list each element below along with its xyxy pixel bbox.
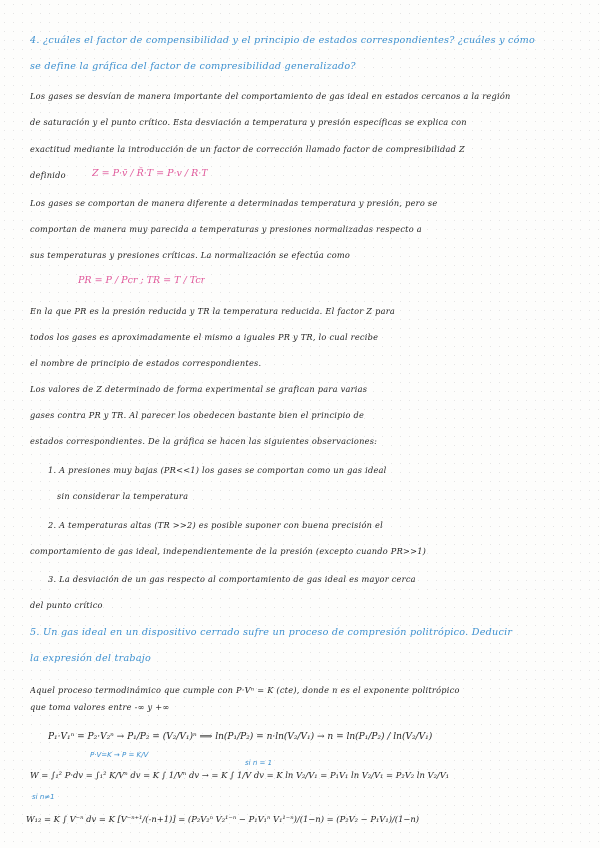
observation-3-line-1: 3. La desviación de un gas respecto al comportamiento de gas ideal es mayor cerca <box>48 574 416 584</box>
paragraph-5-line-1: Aquel proceso termodinámico que cumple con P·Vⁿ = K (cte), donde n es el exponente politrópico <box>30 685 460 695</box>
observation-1-line-2: sin considerar la temperatura <box>57 491 189 501</box>
equation-w12: W₁₂ = K ∫ V⁻ⁿ dv = K [V⁻ⁿ⁺¹/(-n+1)] = (P₂V₂ⁿ V₂¹⁻ⁿ − P₁V₁ⁿ V₁¹⁻ⁿ)/(1−n) = (P₂V₂ − P₁V₁)/(1−n) <box>26 814 420 824</box>
paragraph-1-line-1: Los gases se desvían de manera importante del comportamiento de gas ideal en estados cercanos a la región <box>30 91 511 101</box>
paragraph-3-line-1: En la que PR es la presión reducida y TR la temperatura reducida. El factor Z para <box>30 306 396 316</box>
equation-z: Z = P·v̄ / R̄·T = P·v / R·T <box>92 168 208 179</box>
annotation-pvk: P·V=K → P = K/V <box>90 751 149 759</box>
question-5-line-2: la expresión del trabajo <box>30 653 152 664</box>
question-4-line-1: 4. ¿cuáles el factor de compensibilidad y el principio de estados correspondientes? ¿cuáles y cómo <box>30 35 536 46</box>
observation-3-line-2: del punto crítico <box>30 600 103 610</box>
paragraph-4-line-3: estados correspondientes. De la gráfica se hacen las siguientes observaciones: <box>30 436 378 446</box>
observation-2-line-1: 2. A temperaturas altas (TR >>2) es posible suponer con buena precisión el <box>48 520 384 530</box>
paragraph-2-line-2: comportan de manera muy parecida a temperaturas y presiones normalizadas respecto a <box>30 224 422 234</box>
question-5-line-1: 5. Un gas ideal en un dispositivo cerrado sufre un proceso de compresión politrópico. Deducir <box>30 627 513 638</box>
question-4-line-2: se define la gráfica del factor de compresibilidad generalizado? <box>30 61 356 72</box>
annotation-n-equals-1: si n = 1 <box>245 759 273 767</box>
paragraph-2-line-1: Los gases se comportan de manera diferente a determinadas temperatura y presión, pero se <box>30 198 438 208</box>
paragraph-1-line-3: exactitud mediante la introducción de un factor de corrección llamado factor de compresibilidad Z <box>30 144 465 154</box>
paragraph-4-line-1: Los valores de Z determinado de forma experimental se grafican para varias <box>30 384 368 394</box>
definido-label: definido <box>30 170 66 180</box>
paragraph-4-line-2: gases contra PR y TR. Al parecer los obedecen bastante bien el principio de <box>30 410 365 420</box>
paragraph-3-line-3: el nombre de principio de estados correspondientes. <box>30 358 262 368</box>
equation-normalization: PR = P / Pcr ; TR = T / Tcr <box>78 275 206 286</box>
paragraph-5-line-2: que toma valores entre -∞ y +∞ <box>30 702 170 712</box>
equation-polytropic-exponent: P₁·V₁ⁿ = P₂·V₂ⁿ → P₁/P₂ = (V₂/V₁)ⁿ ⟹ ln(P₁/P₂) = n·ln(V₂/V₁) → n = ln(P₁/P₂) / ln(V₂/V₁) <box>48 732 433 742</box>
paragraph-3-line-2: todos los gases es aproximadamente el mismo a iguales PR y TR, lo cual recibe <box>30 332 379 342</box>
annotation-n-not-1: si n≠1 <box>32 793 55 801</box>
paragraph-2-line-3: sus temperaturas y presiones críticas. La normalización se efectúa como <box>30 250 351 260</box>
equation-work: W = ∫₁² P·dv = ∫₁² K/Vⁿ dv = K ∫ 1/Vⁿ dv → = K ∫ 1/V dv = K ln V₂/V₁ = P₁V₁ ln V₂/V₁ = P₂V₂ ln V₂/V₁ <box>30 770 450 780</box>
observation-1-line-1: 1. A presiones muy bajas (PR<<1) los gases se comportan como un gas ideal <box>48 465 387 475</box>
observation-2-line-2: comportamiento de gas ideal, independientemente de la presión (excepto cuando PR>>1) <box>30 546 427 556</box>
paragraph-1-line-2: de saturación y el punto crítico. Esta desviación a temperatura y presión específicas se explica con <box>30 117 467 127</box>
